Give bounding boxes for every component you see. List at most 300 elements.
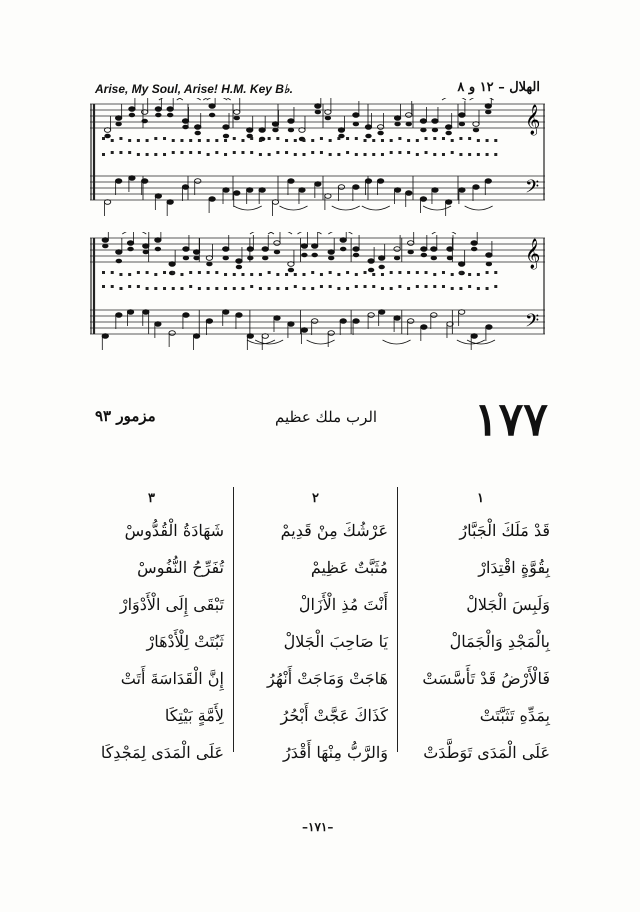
solfa-mark [494,285,497,288]
solfa-mark [102,285,105,288]
stanza-1 [390,512,550,771]
verse-line: قَدْ مَلَكَ الْجَبَّارُ [459,521,550,540]
solfa-mark [372,285,375,288]
note-head [115,116,121,121]
note-head [236,265,242,270]
note-head [247,188,253,193]
note-head [301,328,307,333]
note-head [155,194,161,199]
note-head [431,247,437,252]
solfa-mark [189,285,192,288]
tune-reference: الهلال – ١٢ و ٨ [457,80,540,95]
note-head [274,241,280,246]
solfa-mark [207,139,210,142]
note-head [155,107,161,112]
note-head [394,247,400,252]
solfa-mark [119,273,122,276]
solfa-mark [486,139,489,142]
treble-clef-icon: 𝄞 [525,239,541,269]
solfa-mark [320,285,323,288]
slur [328,232,352,234]
note-head [485,110,491,115]
note-head [394,256,400,261]
solfa-mark [372,273,375,276]
solfa-mark [346,271,349,274]
music-score-system-1 [90,98,545,222]
stanza-3 [89,512,224,771]
solfa-mark [451,151,454,154]
solfa-mark [128,151,131,154]
note-head [368,268,374,273]
solfa-mark [111,271,114,274]
note-head [432,188,438,193]
note-head [473,185,479,190]
solfa-mark [250,273,253,276]
solfa-mark [137,271,140,274]
slur [280,206,308,210]
solfa-mark [390,151,393,154]
note-head [471,334,477,339]
slur [383,340,411,344]
note-head [311,319,317,324]
note-head [394,116,400,121]
note-head [102,238,108,243]
solfa-mark [111,151,114,154]
note-head [247,128,253,133]
solfa-mark [128,285,131,288]
note-head [116,313,122,318]
note-head [406,191,412,196]
solfa-mark [459,153,462,156]
slur [255,340,283,344]
solfa-mark [172,271,175,274]
note-head [127,241,133,246]
note-head [209,197,215,202]
note-head [340,238,346,243]
note-head [182,119,188,124]
solfa-mark [189,271,192,274]
note-head [365,125,371,130]
note-head [247,334,253,339]
solfa-mark [119,137,122,140]
note-head [102,334,108,339]
solfa-mark [259,287,262,290]
solfa-mark [154,287,157,290]
note-head [155,113,161,118]
note-head [378,310,384,315]
note-head [142,179,148,184]
solfa-mark [294,153,297,156]
solfa-mark [311,287,314,290]
note-head [299,188,305,193]
solfa-mark [163,137,166,140]
note-head [315,110,321,115]
note-head [247,247,253,252]
note-head [432,119,438,124]
note-head [421,253,427,258]
note-head [262,247,268,252]
slur [465,206,493,210]
verse-line: كَذَاكَ عَجَّتْ أَبْحُرُ [280,706,388,725]
note-head [127,247,133,252]
solfa-mark [137,139,140,142]
note-head [115,179,121,184]
note-head [143,310,149,315]
slur [307,340,335,344]
note-head [406,113,412,118]
note-head [471,247,477,252]
solfa-mark [494,139,497,142]
note-head [377,125,383,130]
note-head [155,322,161,327]
verse-line: مُثَبَّتٌ عَظِيمْ [310,558,388,577]
note-head [353,113,359,118]
verse-line: شَهَادَةُ الْقُدُّوسْ [124,521,224,540]
solfa-mark [459,137,462,140]
solfa-mark [416,271,419,274]
solfa-mark [355,137,358,140]
note-head [167,113,173,118]
note-head [445,125,451,130]
solfa-mark [241,139,244,142]
solfa-mark [233,151,236,154]
solfa-mark [233,287,236,290]
solfa-mark [163,153,166,156]
note-head [116,259,122,264]
solfa-mark [189,151,192,154]
solfa-mark [259,139,262,142]
note-head [340,319,346,324]
solfa-mark [215,151,218,154]
verse-line: ثَبُتَتْ لِلْأَدْهَارْ [146,632,224,651]
note-head [183,247,189,252]
note-head [301,244,307,249]
note-head [236,259,242,264]
solfa-mark [198,139,201,142]
hymn-title: الرب ملك عظيم [275,408,378,426]
solfa-mark [442,271,445,274]
solfa-mark [180,151,183,154]
solfa-mark [329,271,332,274]
solfa-mark [433,153,436,156]
solfa-mark [477,139,480,142]
note-head [127,310,133,315]
solfa-mark [233,273,236,276]
note-head [169,331,175,336]
note-head [445,200,451,205]
note-head [195,125,201,130]
solfa-mark [364,153,367,156]
solfa-mark [486,271,489,274]
note-head [421,325,427,330]
note-head [447,247,453,252]
solfa-mark [425,271,428,274]
note-head [223,310,229,315]
solfa-mark [311,271,314,274]
solfa-mark [146,139,149,142]
solfa-mark [163,271,166,274]
note-head [421,247,427,252]
verse-line: بِمَدِّهِ تَثَبَّتَتْ [479,706,550,725]
verse-line: لِأَمَّةٍ بَيْتِكَا [164,706,224,725]
note-head [167,107,173,112]
solfa-mark [215,287,218,290]
solfa-mark [433,273,436,276]
solfa-mark [311,151,314,154]
solfa-mark [381,139,384,142]
note-head [129,113,135,118]
solfa-mark [433,137,436,140]
solfa-mark [268,153,271,156]
note-head [262,256,268,261]
solfa-mark [442,137,445,140]
note-head [206,262,212,267]
note-head [406,122,412,127]
solfa-mark [233,137,236,140]
note-head [288,268,294,273]
note-head [420,119,426,124]
solfa-mark [337,273,340,276]
note-head [368,313,374,318]
solfa-mark [355,285,358,288]
slur [177,98,201,100]
solfa-mark [364,139,367,142]
solfa-mark [442,153,445,156]
note-head [447,256,453,261]
solfa-mark [259,273,262,276]
solfa-mark [372,153,375,156]
note-head [259,128,265,133]
note-head [115,122,121,127]
solfa-mark [407,139,410,142]
solfa-mark [468,137,471,140]
solfa-mark [337,287,340,290]
solfa-mark [146,287,149,290]
solfa-mark [276,151,279,154]
solfa-mark [355,153,358,156]
solfa-mark [154,153,157,156]
note-head [274,250,280,255]
solfa-mark [241,287,244,290]
note-head [408,319,414,324]
solfa-mark [459,271,462,274]
note-head [485,179,491,184]
note-head [167,200,173,205]
solfa-mark [381,273,384,276]
note-head [328,250,334,255]
solfa-mark [337,137,340,140]
note-head [182,125,188,130]
note-head [420,128,426,133]
solfa-mark [433,285,436,288]
bass-clef-icon: 𝄢 [525,311,540,336]
solfa-mark [477,287,480,290]
solfa-mark [224,139,227,142]
verse-line: وَلَبِسَ الْجَلالْ [466,595,550,614]
solfa-mark [198,271,201,274]
note-head [116,250,122,255]
solfa-mark [346,151,349,154]
solfa-mark [189,139,192,142]
treble-clef-icon: 𝄞 [525,105,541,135]
solfa-mark [355,273,358,276]
solfa-mark [320,273,323,276]
verse-number-2: ٢ [312,491,319,506]
note-head [206,319,212,324]
solfa-mark [172,151,175,154]
note-head [432,128,438,133]
note-head [431,256,437,261]
note-head [129,107,135,112]
solfa-mark [407,271,410,274]
solfa-mark [451,139,454,142]
note-head [142,119,148,124]
note-head [223,247,229,252]
note-head [259,188,265,193]
note-head [365,134,371,139]
note-head [169,262,175,267]
note-head [459,122,465,127]
solfa-mark [398,151,401,154]
solfa-mark [477,153,480,156]
note-head [272,128,278,133]
note-head [394,316,400,321]
note-head [155,247,161,252]
note-head [338,185,344,190]
note-head [223,134,229,139]
note-head [104,134,110,139]
solfa-mark [111,285,114,288]
note-head [445,131,451,136]
psalm-reference: مزمور ٩٣ [95,407,156,425]
verse-line: فَالْأَرْضُ قَدْ تَأَسَّسَتْ [422,669,550,688]
note-head [193,334,199,339]
solfa-mark [364,271,367,274]
solfa-mark [172,139,175,142]
note-head [394,122,400,127]
slur [442,98,466,100]
solfa-mark [486,153,489,156]
verse-line: عَلَى الْمَدَى لِمَجْدِكَا [100,743,224,762]
solfa-mark [303,139,306,142]
note-head [486,325,492,330]
solfa-mark [381,153,384,156]
solfa-mark [425,151,428,154]
note-head [183,313,189,318]
note-head [328,256,334,261]
solfa-mark [172,287,175,290]
solfa-mark [320,151,323,154]
solfa-mark [276,137,279,140]
solfa-mark [276,273,279,276]
solfa-mark [303,273,306,276]
solfa-mark [442,285,445,288]
solfa-mark [494,271,497,274]
solfa-mark [215,271,218,274]
solfa-mark [224,273,227,276]
solfa-mark [146,271,149,274]
solfa-mark [329,285,332,288]
note-head [353,247,359,252]
note-head [408,250,414,255]
note-head [377,131,383,136]
solfa-mark [119,151,122,154]
solfa-mark [416,139,419,142]
solfa-mark [468,153,471,156]
solfa-mark [128,139,131,142]
solfa-mark [285,151,288,154]
solfa-mark [285,287,288,290]
solfa-mark [425,285,428,288]
note-head [378,256,384,261]
music-score-system-2 [90,232,545,356]
solfa-mark [180,273,183,276]
solfa-mark [364,285,367,288]
note-head [353,122,359,127]
note-head [473,128,479,133]
slur [234,206,262,210]
note-head [458,262,464,267]
note-head [420,197,426,202]
solfa-mark [311,139,314,142]
solfa-mark [416,285,419,288]
solfa-mark [128,273,131,276]
note-head [272,122,278,127]
solfa-mark [390,271,393,274]
verse-line: يَا صَاحِبَ الْجَلالْ [283,632,388,651]
note-head [459,113,465,118]
note-head [183,256,189,261]
note-head [223,188,229,193]
note-head [394,188,400,193]
note-head [315,182,321,187]
solfa-mark [468,273,471,276]
note-head [338,128,344,133]
note-head [209,104,215,109]
slur [122,232,146,234]
solfa-mark [224,287,227,290]
note-head [486,262,492,267]
verse-line: بِالْمَجْدِ وَالْجَمَالْ [449,632,550,651]
solfa-mark [285,273,288,276]
verse-line: وَالرَّبُّ مِنْهَا أَقْدَرُ [283,743,388,762]
note-head [193,256,199,261]
solfa-mark [477,273,480,276]
solfa-mark [111,139,114,142]
note-head [459,188,465,193]
note-head [408,241,414,246]
solfa-mark [250,137,253,140]
solfa-mark [486,287,489,290]
slur [470,98,494,100]
solfa-mark [494,153,497,156]
note-head [195,179,201,184]
solfa-mark [407,151,410,154]
verse-line: تَبْقَى إِلَى الْأَدْوَارْ [119,595,224,614]
note-head [353,319,359,324]
solfa-mark [329,139,332,142]
note-head [223,256,229,261]
solfa-mark [416,153,419,156]
verse-line: عَلَى الْمَدَى تَوَطَّدَتْ [423,743,550,762]
solfa-mark [154,137,157,140]
tune-name: Arise, My Soul, Arise! H.M. Key B♭. [95,82,293,96]
slur [362,206,390,210]
note-head [353,253,359,258]
solfa-mark [215,139,218,142]
solfa-mark [207,287,210,290]
solfa-mark [407,287,410,290]
